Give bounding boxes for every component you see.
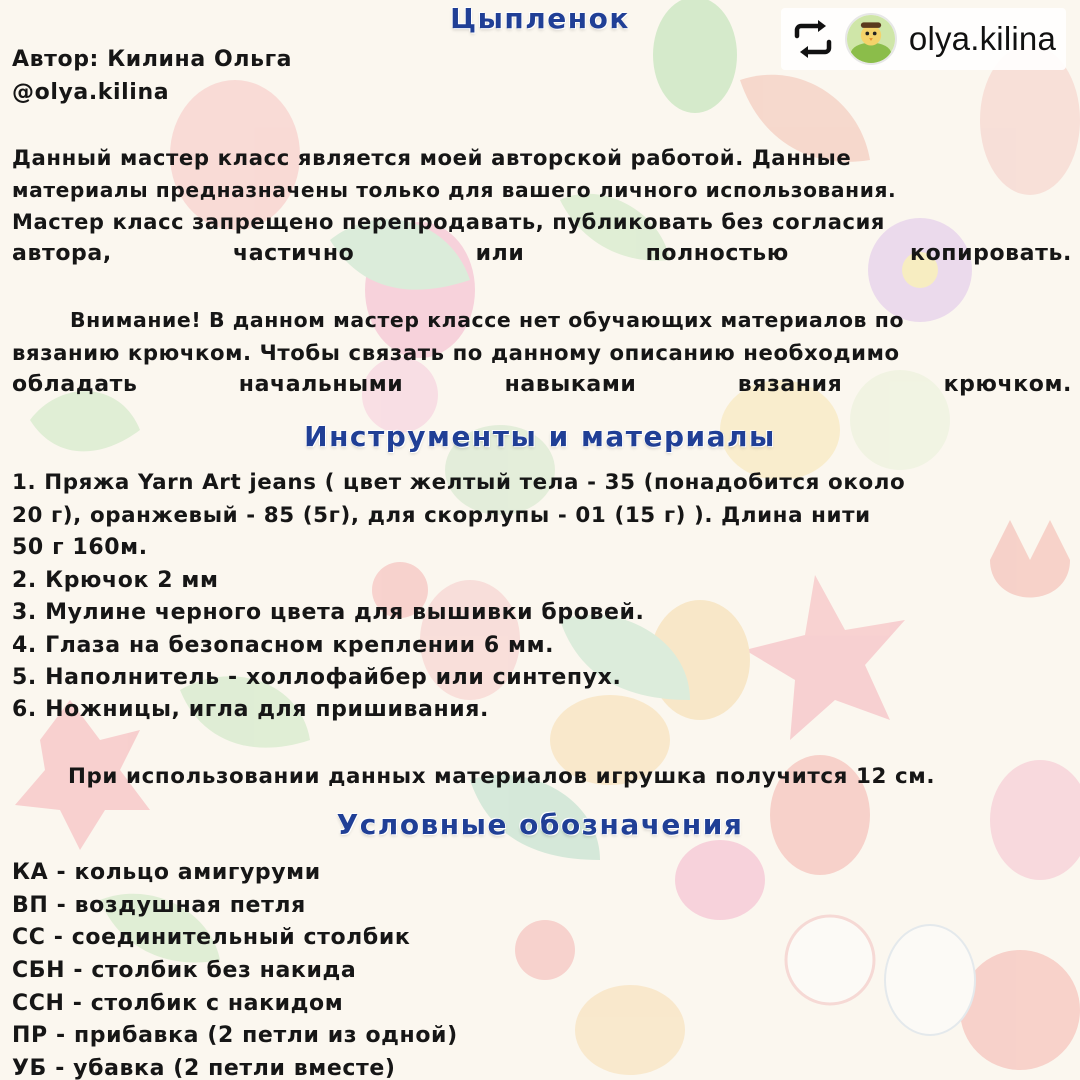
notice-word: навыками (504, 372, 637, 397)
intro-word: полностью (645, 241, 789, 266)
legend-item: СС - соединительный столбик (12, 925, 411, 950)
legend-item: УБ - убавка (2 петли вместе) (12, 1056, 396, 1080)
notice-word: обладать (12, 372, 138, 397)
legend-item: СБН - столбик без накида (12, 958, 357, 983)
repost-badge[interactable] (781, 8, 1066, 70)
intro-word: автора, (12, 241, 112, 266)
notice-line-1: Внимание! В данном мастер классе нет обучающих материалов по (70, 308, 905, 332)
repost-icon (791, 20, 835, 58)
author-handle: @olya.kilina (12, 80, 170, 105)
intro-line-1: Данный мастер класс является моей авторской работой. Данные (12, 145, 852, 170)
materials-heading: Инструменты и материалы (304, 420, 776, 453)
materials-item: 6. Ножницы, игла для пришивания. (12, 697, 489, 722)
intro-line-3: Мастер класс запрещено перепродавать, публиковать без согласия (12, 210, 885, 234)
materials-item: 2. Крючок 2 мм (12, 568, 219, 593)
intro-word: частично (233, 241, 355, 266)
legend-item: ВП - воздушная петля (12, 893, 306, 918)
avatar[interactable] (845, 13, 897, 65)
materials-item: 4. Глаза на безопасном креплении 6 мм. (12, 633, 555, 658)
notice-word: начальными (238, 372, 404, 397)
intro-line-4 (12, 239, 1072, 269)
notice-word: крючком. (943, 372, 1072, 397)
notice-line-3 (12, 370, 1072, 400)
materials-item-1-line-1: 1. Пряжа Yarn Art jeans ( цвет желтый тела - 35 (понадобится около (12, 470, 906, 495)
legend-item: ПР - прибавка (2 петли из одной) (12, 1023, 458, 1048)
intro-word: копировать. (910, 241, 1072, 266)
size-note: При использовании данных материалов игрушка получится 12 см. (68, 764, 936, 789)
notice-line-2: вязанию крючком. Чтобы связать по данному описанию необходимо (12, 340, 900, 365)
intro-line-2: материалы предназначены только для вашего личного использования. (12, 178, 897, 202)
repost-username[interactable]: olya.kilina (908, 20, 1056, 57)
author-line: Автор: Килина Ольга (12, 47, 293, 72)
materials-item-1-line-2: 20 г), оранжевый - 85 (5г), для скорлупы - 01 (15 г) ). Длина нити (12, 503, 871, 528)
materials-item: 5. Наполнитель - холлофайбер или синтепух. (12, 665, 622, 690)
materials-item-1-line-3: 50 г 160м. (12, 535, 148, 560)
legend-item: ССН - столбик с накидом (12, 991, 344, 1016)
avatar-icon (847, 15, 895, 63)
legend-heading: Условные обозначения (336, 808, 744, 841)
legend-item: КА - кольцо амигуруми (12, 860, 321, 885)
materials-item: 3. Мулине черного цвета для вышивки бровей. (12, 600, 645, 625)
notice-word: вязания (737, 372, 843, 397)
intro-word: или (475, 241, 525, 266)
document-title: Цыпленок (450, 2, 630, 35)
